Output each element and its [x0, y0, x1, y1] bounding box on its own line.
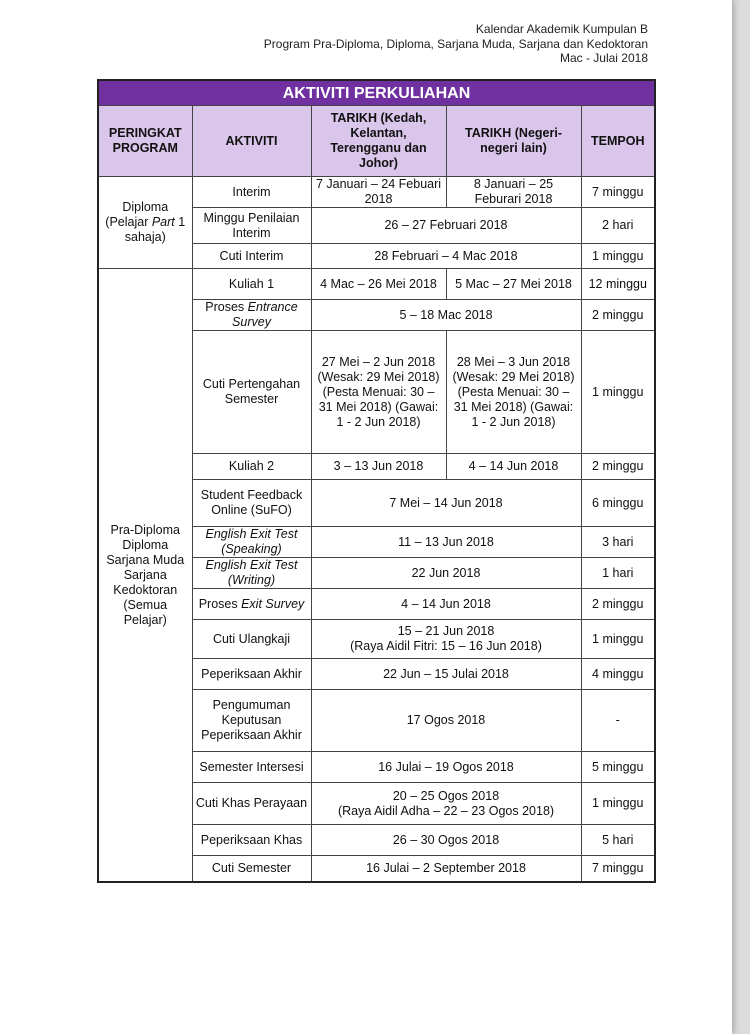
date-cell: 22 Jun 2018	[311, 558, 581, 589]
activity-cell: Interim	[192, 177, 311, 208]
activity-cell: Cuti Interim	[192, 244, 311, 269]
date-cell: 22 Jun – 15 Julai 2018	[311, 659, 581, 690]
activity-cell: English Exit Test (Speaking)	[192, 527, 311, 558]
duration-cell: 7 minggu	[581, 177, 655, 208]
date-cell: 20 – 25 Ogos 2018 (Raya Aidil Adha – 22 – 23 Ogos 2018)	[311, 783, 581, 825]
duration-cell: 7 minggu	[581, 856, 655, 883]
duration-cell: 2 hari	[581, 208, 655, 244]
activity-cell: Proses Exit Survey	[192, 589, 311, 620]
activity-cell: Semester Intersesi	[192, 752, 311, 783]
table-row	[98, 177, 655, 208]
activity-cell: Peperiksaan Akhir	[192, 659, 311, 690]
header-period: Mac - Julai 2018	[559, 51, 648, 65]
duration-cell: -	[581, 690, 655, 752]
date-cell: 16 Julai – 19 Ogos 2018	[311, 752, 581, 783]
duration-cell: 5 hari	[581, 825, 655, 856]
duration-cell: 1 minggu	[581, 244, 655, 269]
date-cell-b: 28 Mei – 3 Jun 2018 (Wesak: 29 Mei 2018) (Pesta Menuai: 30 – 31 Mei 2018) (Gawai: 1 - 2 Jun 2018)	[446, 331, 581, 454]
date-cell: 5 – 18 Mac 2018	[311, 300, 581, 331]
activity-cell: Peperiksaan Khas	[192, 825, 311, 856]
col-header-program: PERINGKAT PROGRAM	[98, 106, 192, 177]
date-cell: 26 – 30 Ogos 2018	[311, 825, 581, 856]
activity-cell: Pengumuman Keputusan Peperiksaan Akhir	[192, 690, 311, 752]
duration-cell: 12 minggu	[581, 269, 655, 300]
col-header-date-b: TARIKH (Negeri-negeri lain)	[446, 106, 581, 177]
duration-cell: 5 minggu	[581, 752, 655, 783]
date-cell-b: 5 Mac – 27 Mei 2018	[446, 269, 581, 300]
document-header	[264, 22, 648, 66]
table-banner: AKTIVITI PERKULIAHAN	[98, 80, 655, 106]
program-cell-all: Pra-Diploma Diploma Sarjana Muda Sarjana Kedoktoran (Semua Pelajar)	[98, 269, 192, 883]
header-programs: Program Pra-Diploma, Diploma, Sarjana Muda, Sarjana dan Kedoktoran	[263, 36, 648, 51]
date-cell: 11 – 13 Jun 2018	[311, 527, 581, 558]
duration-cell: 1 minggu	[581, 331, 655, 454]
duration-cell: 6 minggu	[581, 480, 655, 527]
column-header-row	[98, 106, 655, 177]
table-row	[98, 269, 655, 300]
date-cell: 16 Julai – 2 September 2018	[311, 856, 581, 883]
duration-cell: 4 minggu	[581, 659, 655, 690]
date-cell: 7 Mei – 14 Jun 2018	[311, 480, 581, 527]
date-cell: 4 – 14 Jun 2018	[311, 589, 581, 620]
activity-cell: Proses Entrance Survey	[192, 300, 311, 331]
header-title: Kalendar Akademik Kumpulan B	[475, 22, 648, 36]
activity-cell: Minggu Penilaian Interim	[192, 208, 311, 244]
table-banner-row	[98, 80, 655, 106]
date-cell-a: 3 – 13 Jun 2018	[311, 454, 446, 480]
date-cell-a: 7 Januari – 24 Febuari 2018	[311, 177, 446, 208]
activity-cell: Cuti Semester	[192, 856, 311, 883]
activity-cell: Cuti Ulangkaji	[192, 620, 311, 659]
academic-calendar-table	[97, 79, 656, 883]
duration-cell: 1 hari	[581, 558, 655, 589]
duration-cell: 2 minggu	[581, 589, 655, 620]
duration-cell: 1 minggu	[581, 783, 655, 825]
activity-cell: Student Feedback Online (SuFO)	[192, 480, 311, 527]
col-header-activity: AKTIVITI	[192, 106, 311, 177]
activity-cell: Kuliah 2	[192, 454, 311, 480]
activity-cell: English Exit Test (Writing)	[192, 558, 311, 589]
duration-cell: 1 minggu	[581, 620, 655, 659]
col-header-duration: TEMPOH	[581, 106, 655, 177]
duration-cell: 2 minggu	[581, 454, 655, 480]
date-cell: 26 – 27 Februari 2018	[311, 208, 581, 244]
date-cell-a: 27 Mei – 2 Jun 2018 (Wesak: 29 Mei 2018) (Pesta Menuai: 30 – 31 Mei 2018) (Gawai: 1 - 2 Jun 2018)	[311, 331, 446, 454]
activity-cell: Kuliah 1	[192, 269, 311, 300]
activity-cell: Cuti Khas Perayaan	[192, 783, 311, 825]
date-cell: 17 Ogos 2018	[311, 690, 581, 752]
col-header-date-a: TARIKH (Kedah, Kelantan, Terengganu dan Johor)	[311, 106, 446, 177]
date-cell-b: 8 Januari – 25 Feburari 2018	[446, 177, 581, 208]
date-cell: 28 Februari – 4 Mac 2018	[311, 244, 581, 269]
date-cell: 15 – 21 Jun 2018 (Raya Aidil Fitri: 15 – 16 Jun 2018)	[311, 620, 581, 659]
program-cell-diploma: Diploma (Pelajar Part 1 sahaja)	[98, 177, 192, 269]
duration-cell: 2 minggu	[581, 300, 655, 331]
date-cell-b: 4 – 14 Jun 2018	[446, 454, 581, 480]
activity-cell: Cuti Pertengahan Semester	[192, 331, 311, 454]
date-cell-a: 4 Mac – 26 Mei 2018	[311, 269, 446, 300]
duration-cell: 3 hari	[581, 527, 655, 558]
